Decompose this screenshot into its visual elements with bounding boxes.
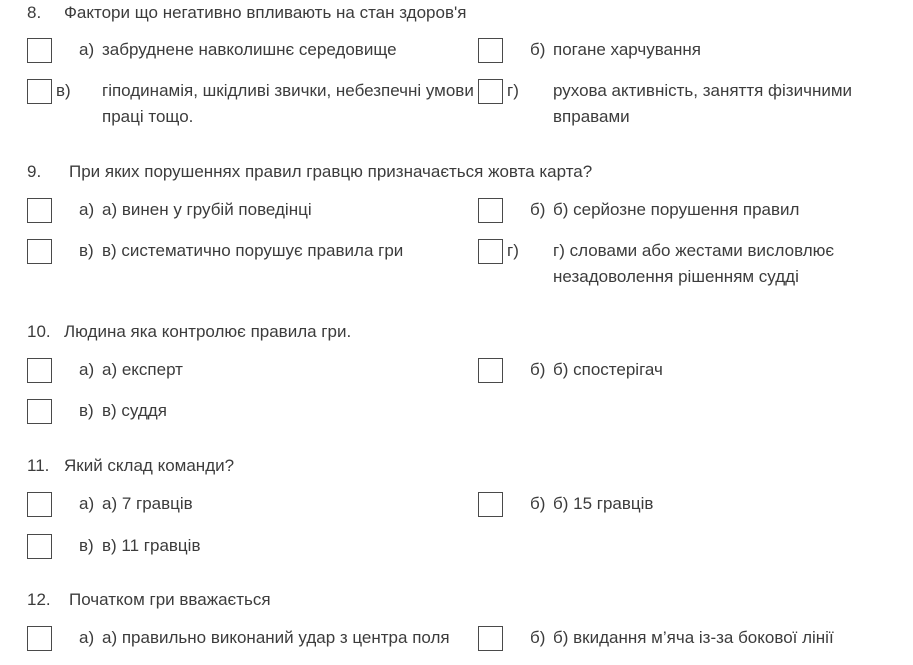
- answer-checkbox-a[interactable]: [27, 492, 52, 517]
- answer-option-b: [530, 357, 663, 383]
- question-title: [27, 456, 234, 476]
- option-letter: в): [79, 536, 94, 555]
- option-text: б) спостерігач: [553, 360, 663, 379]
- option-text: б) серйозне порушення правил: [553, 200, 800, 219]
- answer-option-a: [79, 357, 183, 383]
- answer-option-a: [79, 37, 397, 63]
- option-letter: а): [79, 494, 95, 513]
- answer-option-a: [79, 491, 193, 517]
- question-number: 11.: [27, 456, 50, 475]
- option-letter: б): [530, 360, 546, 379]
- option-text: рухова активність, заняття фізичними вправами: [553, 81, 853, 126]
- question-title: [27, 322, 351, 342]
- answer-option-v: [79, 533, 200, 559]
- option-letter: г): [507, 81, 519, 100]
- answer-checkbox-b[interactable]: [478, 358, 503, 383]
- answer-option-b: [530, 625, 834, 651]
- question-number: 9.: [27, 162, 42, 181]
- answer-checkbox-g[interactable]: [478, 79, 503, 104]
- answer-checkbox-b[interactable]: [478, 626, 503, 651]
- question-number: 10.: [27, 322, 51, 341]
- option-text: а) правильно виконаний удар з центра поля: [102, 628, 450, 647]
- answer-checkbox-v[interactable]: [27, 399, 52, 424]
- answer-option-v: [56, 78, 489, 130]
- option-text: б) вкидання м’яча із-за бокової лінії: [553, 628, 834, 647]
- option-text: г) словами або жестами висловлює незадоволення рішенням судді: [553, 241, 835, 286]
- answer-option-g: [507, 78, 875, 130]
- option-letter: а): [79, 628, 95, 647]
- option-letter: а): [79, 200, 95, 219]
- option-letter: б): [530, 200, 546, 219]
- option-text: а) винен у грубій поведінці: [102, 200, 312, 219]
- option-letter: а): [79, 360, 95, 379]
- question-text: Фактори що негативно впливають на стан здоров'я: [64, 3, 467, 22]
- option-text: б) 15 гравців: [553, 494, 654, 513]
- question-text: При яких порушеннях правил гравцю призначається жовта карта?: [69, 162, 593, 181]
- answer-checkbox-v[interactable]: [27, 534, 52, 559]
- option-letter: г): [507, 241, 519, 260]
- question-title: [27, 590, 271, 610]
- answer-option-b: [530, 197, 799, 223]
- answer-checkbox-b[interactable]: [478, 492, 503, 517]
- question-number: 8.: [27, 3, 42, 22]
- answer-checkbox-v[interactable]: [27, 79, 52, 104]
- option-letter: а): [79, 40, 95, 59]
- option-letter: в): [56, 81, 71, 100]
- answer-option-v: [79, 398, 167, 424]
- answer-checkbox-a[interactable]: [27, 198, 52, 223]
- option-text: забруднене навколишнє середовище: [102, 40, 397, 59]
- option-letter: в): [79, 241, 94, 260]
- answer-option-v: [79, 238, 403, 264]
- question-title: [27, 162, 592, 182]
- option-text: в) 11 гравців: [102, 536, 201, 555]
- option-text: погане харчування: [553, 40, 701, 59]
- option-letter: б): [530, 40, 546, 59]
- option-text: в) суддя: [102, 401, 167, 420]
- answer-option-a: [79, 197, 312, 223]
- question-text: Який склад команди?: [64, 456, 235, 475]
- answer-option-b: [530, 37, 701, 63]
- option-text: в) систематично порушує правила гри: [102, 241, 404, 260]
- answer-checkbox-a[interactable]: [27, 358, 52, 383]
- option-letter: в): [79, 401, 94, 420]
- answer-checkbox-v[interactable]: [27, 239, 52, 264]
- answer-checkbox-a[interactable]: [27, 626, 52, 651]
- answer-checkbox-b[interactable]: [478, 198, 503, 223]
- option-text: а) експерт: [102, 360, 183, 379]
- question-number: 12.: [27, 590, 51, 609]
- question-text: Початком гри вважається: [69, 590, 271, 609]
- answer-option-g: [507, 238, 870, 290]
- answer-checkbox-g[interactable]: [478, 239, 503, 264]
- question-text: Людина яка контролює правила гри.: [64, 322, 352, 341]
- option-letter: б): [530, 494, 546, 513]
- answer-option-b: [530, 491, 653, 517]
- answer-checkbox-b[interactable]: [478, 38, 503, 63]
- option-letter: б): [530, 628, 546, 647]
- answer-checkbox-a[interactable]: [27, 38, 52, 63]
- option-text: а) 7 гравців: [102, 494, 193, 513]
- option-text: гіподинамія, шкідливі звички, небезпечні умови праці тощо.: [102, 81, 474, 126]
- question-title: [27, 3, 466, 23]
- answer-option-a: [79, 625, 450, 651]
